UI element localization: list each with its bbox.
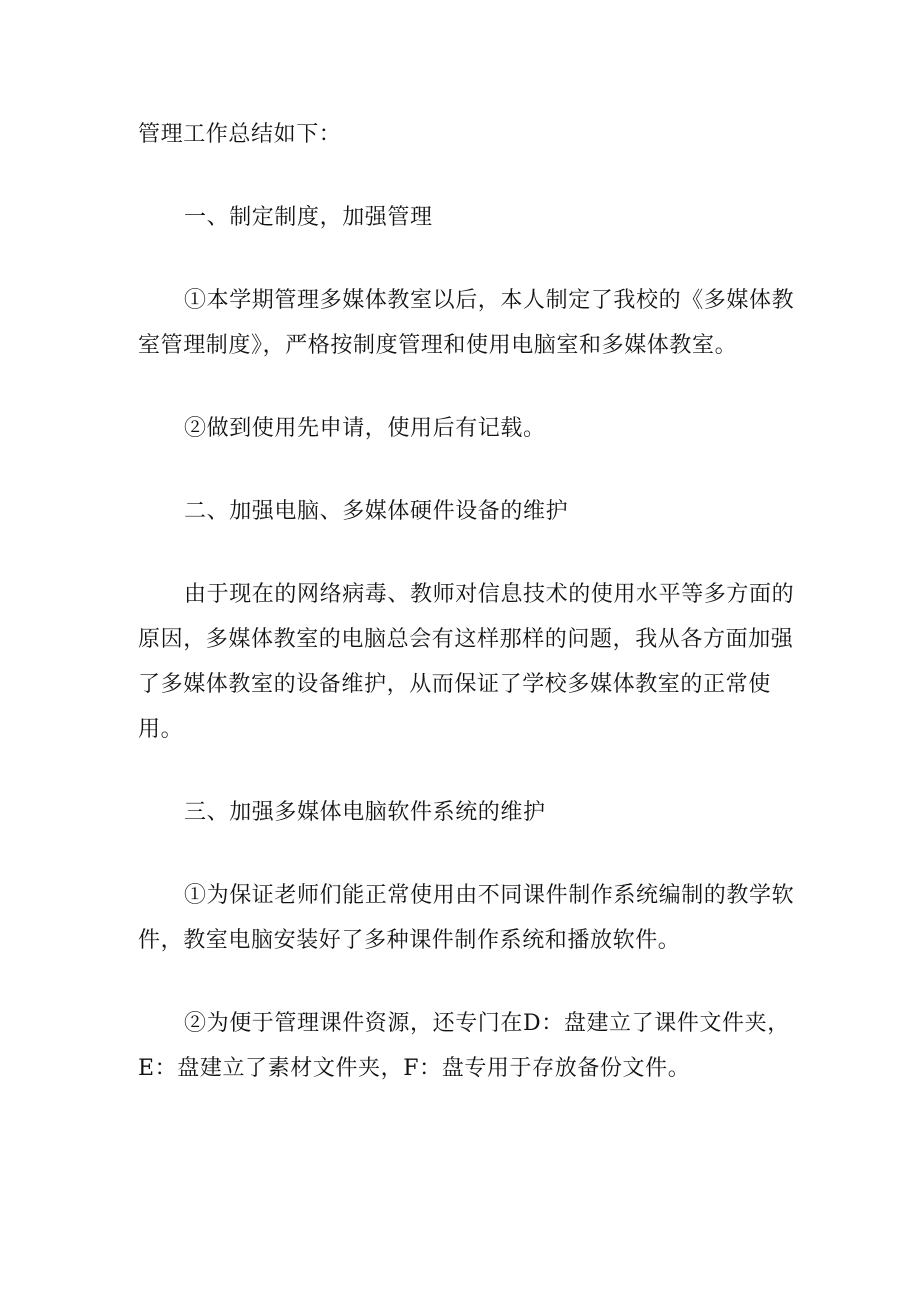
section-heading-3: 三、加强多媒体电脑软件系统的维护 xyxy=(184,800,546,825)
section-1-item-2: ②做到使用先申请，使用后有记载。 xyxy=(184,416,546,441)
section-3-item-1: ①为保证老师们能正常使用由不同课件制作系统编制的教学软件，教室电脑安装好了多种课件制作系统和播放软件。 xyxy=(138,883,795,953)
document-body xyxy=(138,112,798,1091)
section-heading-2: 二、加强电脑、多媒体硬件设备的维护 xyxy=(184,499,569,524)
section-heading-1: 一、制定制度，加强管理 xyxy=(184,205,433,230)
section-1-item-1: ①本学期管理多媒体教室以后，本人制定了我校的《多媒体教室管理制度》，严格按制度管理和使用电脑室和多媒体教室。 xyxy=(138,288,795,358)
intro-line: 管理工作总结如下： xyxy=(138,122,342,147)
section-2-paragraph: 由于现在的网络病毒、教师对信息技术的使用水平等多方面的原因，多媒体教室的电脑总会有这样那样的问题，我从各方面加强了多媒体教室的设备维护，从而保证了学校多媒体教室的正常使用。 xyxy=(138,582,795,742)
section-3-item-2: ②为便于管理课件资源，还专门在D：盘建立了课件文件夹，E：盘建立了素材文件夹，F：盘专用于存放备份文件。 xyxy=(138,1011,790,1081)
